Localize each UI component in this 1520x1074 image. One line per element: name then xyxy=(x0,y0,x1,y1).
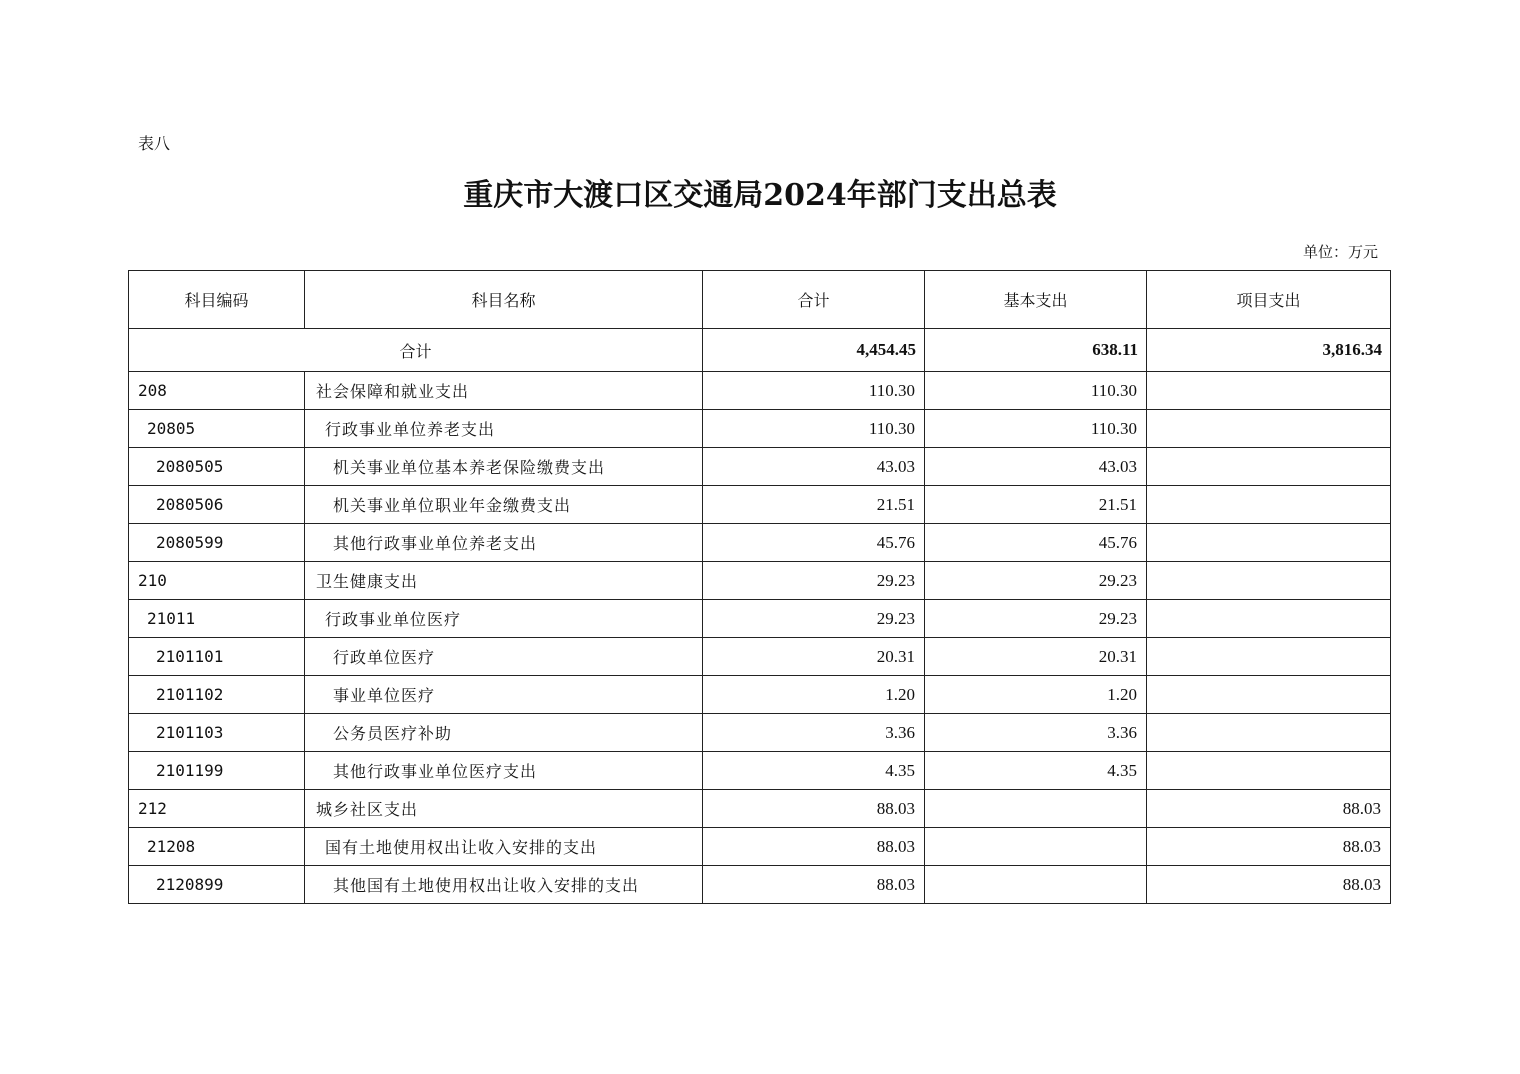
row-name: 国有土地使用权出让收入安排的支出 xyxy=(305,828,703,866)
row-code: 2080506 xyxy=(129,486,305,524)
row-code: 2120899 xyxy=(129,866,305,904)
table-row xyxy=(129,638,1391,676)
row-code: 212 xyxy=(129,790,305,828)
row-name: 卫生健康支出 xyxy=(305,562,703,600)
row-code: 2101102 xyxy=(129,676,305,714)
row-total: 110.30 xyxy=(703,372,925,410)
row-project: 88.03 xyxy=(1147,790,1391,828)
row-total: 29.23 xyxy=(703,562,925,600)
table-row xyxy=(129,448,1391,486)
header-code: 科目编码 xyxy=(129,271,305,329)
row-project xyxy=(1147,752,1391,790)
row-project: 88.03 xyxy=(1147,828,1391,866)
table-row xyxy=(129,866,1391,904)
total-project: 3,816.34 xyxy=(1147,329,1391,372)
row-total: 21.51 xyxy=(703,486,925,524)
table-row xyxy=(129,410,1391,448)
row-name: 其他行政事业单位养老支出 xyxy=(305,524,703,562)
row-total: 3.36 xyxy=(703,714,925,752)
row-basic xyxy=(925,790,1147,828)
row-name: 城乡社区支出 xyxy=(305,790,703,828)
header-row xyxy=(129,271,1391,329)
row-basic: 21.51 xyxy=(925,486,1147,524)
header-name: 科目名称 xyxy=(305,271,703,329)
header-project: 项目支出 xyxy=(1147,271,1391,329)
table-row xyxy=(129,486,1391,524)
header-basic: 基本支出 xyxy=(925,271,1147,329)
table-row xyxy=(129,752,1391,790)
row-project xyxy=(1147,714,1391,752)
row-basic: 110.30 xyxy=(925,372,1147,410)
row-project xyxy=(1147,562,1391,600)
table-body xyxy=(129,329,1391,904)
page-title: 重庆市大渡口区交通局2024年部门支出总表 xyxy=(463,178,1057,213)
row-basic: 43.03 xyxy=(925,448,1147,486)
row-name: 社会保障和就业支出 xyxy=(305,372,703,410)
row-total: 88.03 xyxy=(703,866,925,904)
row-total: 45.76 xyxy=(703,524,925,562)
table-number-label: 表八 xyxy=(138,134,171,153)
unit-label: 单位：万元 xyxy=(1302,243,1378,261)
row-project xyxy=(1147,600,1391,638)
row-code: 21208 xyxy=(129,828,305,866)
table-row xyxy=(129,676,1391,714)
row-project xyxy=(1147,448,1391,486)
table-row xyxy=(129,828,1391,866)
row-name: 行政事业单位养老支出 xyxy=(305,410,703,448)
expenditure-table xyxy=(128,270,1391,904)
table-row xyxy=(129,600,1391,638)
row-code: 2101199 xyxy=(129,752,305,790)
row-total: 110.30 xyxy=(703,410,925,448)
table-row xyxy=(129,372,1391,410)
table-row xyxy=(129,562,1391,600)
row-project xyxy=(1147,486,1391,524)
row-name: 行政单位医疗 xyxy=(305,638,703,676)
table-row xyxy=(129,790,1391,828)
row-project xyxy=(1147,638,1391,676)
table-row xyxy=(129,714,1391,752)
row-code: 2080599 xyxy=(129,524,305,562)
row-name: 公务员医疗补助 xyxy=(305,714,703,752)
row-code: 208 xyxy=(129,372,305,410)
total-basic: 638.11 xyxy=(925,329,1147,372)
row-basic: 45.76 xyxy=(925,524,1147,562)
row-basic xyxy=(925,828,1147,866)
table-header xyxy=(129,271,1391,329)
row-total: 43.03 xyxy=(703,448,925,486)
row-basic: 29.23 xyxy=(925,562,1147,600)
row-total: 1.20 xyxy=(703,676,925,714)
row-project xyxy=(1147,372,1391,410)
row-project xyxy=(1147,410,1391,448)
row-total: 88.03 xyxy=(703,790,925,828)
row-basic xyxy=(925,866,1147,904)
row-basic: 110.30 xyxy=(925,410,1147,448)
row-code: 2101103 xyxy=(129,714,305,752)
row-total: 20.31 xyxy=(703,638,925,676)
row-name: 机关事业单位职业年金缴费支出 xyxy=(305,486,703,524)
row-total: 4.35 xyxy=(703,752,925,790)
row-code: 21011 xyxy=(129,600,305,638)
row-code: 20805 xyxy=(129,410,305,448)
row-project xyxy=(1147,524,1391,562)
row-total: 29.23 xyxy=(703,600,925,638)
row-project: 88.03 xyxy=(1147,866,1391,904)
row-basic: 1.20 xyxy=(925,676,1147,714)
total-row xyxy=(129,329,1391,372)
table-row xyxy=(129,524,1391,562)
total-sum: 4,454.45 xyxy=(703,329,925,372)
row-name: 机关事业单位基本养老保险缴费支出 xyxy=(305,448,703,486)
row-basic: 3.36 xyxy=(925,714,1147,752)
row-basic: 29.23 xyxy=(925,600,1147,638)
total-label: 合计 xyxy=(129,329,703,372)
row-name: 其他国有土地使用权出让收入安排的支出 xyxy=(305,866,703,904)
row-code: 210 xyxy=(129,562,305,600)
row-basic: 20.31 xyxy=(925,638,1147,676)
row-project xyxy=(1147,676,1391,714)
row-code: 2101101 xyxy=(129,638,305,676)
row-name: 事业单位医疗 xyxy=(305,676,703,714)
row-name: 行政事业单位医疗 xyxy=(305,600,703,638)
row-total: 88.03 xyxy=(703,828,925,866)
row-code: 2080505 xyxy=(129,448,305,486)
row-name: 其他行政事业单位医疗支出 xyxy=(305,752,703,790)
row-basic: 4.35 xyxy=(925,752,1147,790)
header-total: 合计 xyxy=(703,271,925,329)
